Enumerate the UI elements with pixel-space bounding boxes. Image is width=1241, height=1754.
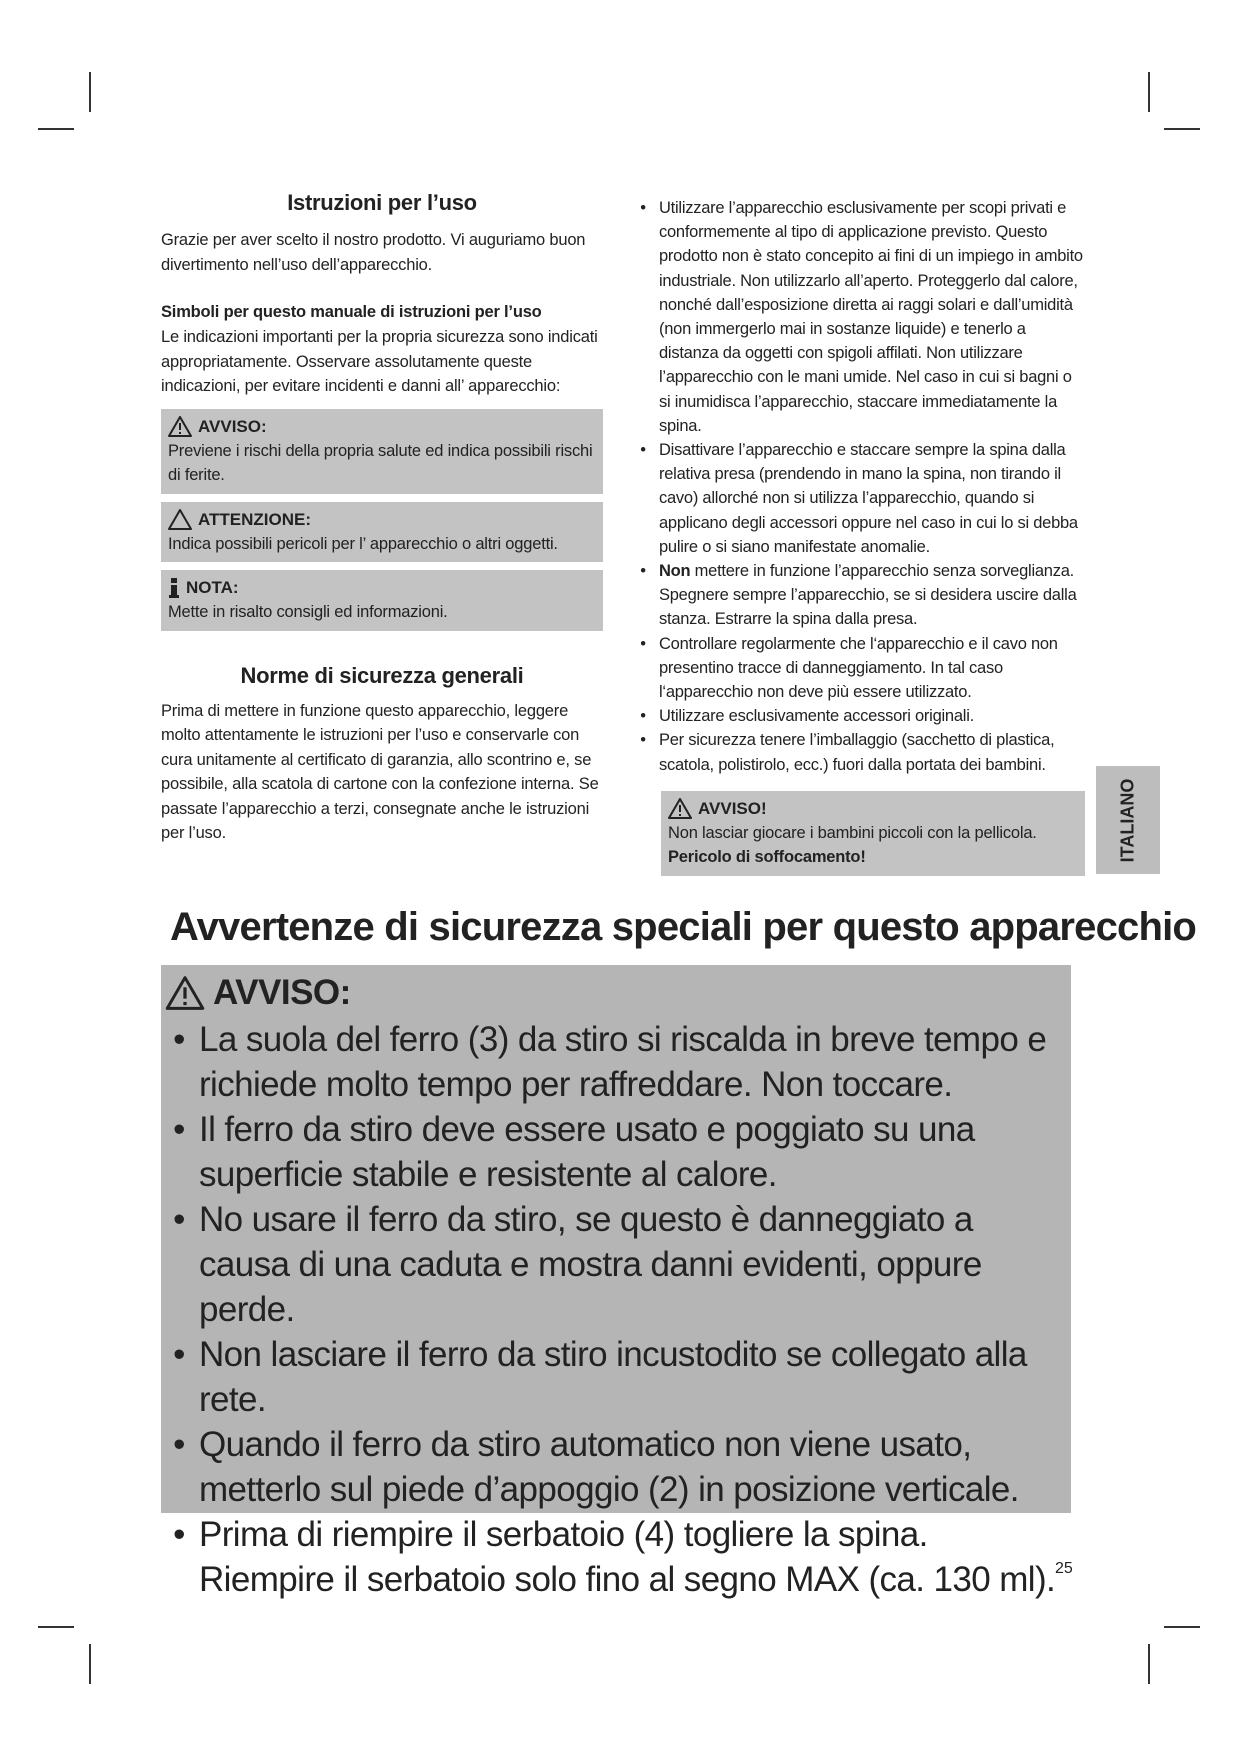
symbols-paragraph: Le indicazioni importanti per la propria sicurezza sono indicati appropriatamente. Osservare assolutamente queste indicazioni, per evitare incidenti e danni all’ apparecchio: — [161, 328, 598, 395]
instructions-title: Istruzioni per l’uso — [287, 190, 477, 215]
note-title: NOTA: — [186, 578, 239, 597]
suffocation-warning-title: AVVISO! — [698, 798, 767, 818]
list-item: • Utilizzare esclusivamente accessori originali. — [640, 707, 974, 726]
suffocation-warning-bold: Pericolo di soffocamento! — [668, 848, 866, 867]
suffocation-warning-box — [661, 791, 1085, 876]
caution-box — [161, 502, 603, 563]
intro-paragraph: Grazie per aver scelto il nostro prodotto. Vi auguriamo buon divertimento nell’uso dell’apparecchio. — [161, 231, 586, 274]
warning-title: AVVISO: — [198, 416, 267, 436]
crop-mark — [1148, 1644, 1150, 1684]
crop-mark — [1148, 72, 1150, 112]
list-item: • Per sicurezza tenere l’imballaggio (sacchetto di plastica, scatola, polistirolo, ecc.) fuori dalla portata dei bambini. — [640, 731, 1055, 774]
note-text: Mette in risalto consigli ed informazioni. — [168, 603, 448, 621]
crop-mark — [89, 72, 91, 112]
left-column — [161, 190, 603, 846]
general-safety-title: Norme di sicurezza generali — [240, 662, 524, 688]
warning-triangle-icon — [165, 976, 205, 1010]
general-safety-paragraph: Prima di mettere in funzione questo apparecchio, leggere molto attentamente le istruzioni per l’uso e conservarle con cura unitamente al certificato di garanzia, allo scontrino e, se possibile, alla scatola di cartone con la confezione interna. Se passate l’apparecchio a terzi, consegnate anche le istruzioni per l’uso. — [161, 701, 599, 842]
page-number: 25 — [1055, 1560, 1073, 1577]
symbols-heading: Simboli per questo manuale di istruzioni per l’uso — [161, 303, 542, 321]
warning-box — [161, 409, 603, 494]
warning-text: Previene i rischi della propria salute ed indica possibili rischi di ferite. — [168, 441, 593, 484]
safety-bullet-list — [633, 196, 1085, 777]
crop-mark — [1164, 1626, 1200, 1628]
special-bullet-list — [161, 1017, 1071, 1602]
right-column — [633, 196, 1085, 876]
list-item: • Prima di riempire il serbatoio (4) togliere la spina. Riempire il serbatoio solo fino al segno MAX (ca. 130 ml). — [173, 1515, 1056, 1599]
list-item: • La suola del ferro (3) da stiro si riscalda in breve tempo e richiede molto tempo per raffreddare. Non toccare. — [173, 1020, 1047, 1104]
caution-triangle-icon — [168, 509, 192, 530]
list-item: • Disattivare l’apparecchio e staccare sempre la spina dalla relativa presa (prendendo in mano la spina, non tirando il cavo) allorché non si utilizza l’apparecchio, quando si applicano degli accessori oppure nel caso in cui lo si debba pulire o si siano manifestate anomalie. — [640, 441, 1078, 556]
caution-text: Indica possibili pericoli per l’ apparecchio o altri oggetti. — [168, 534, 558, 553]
suffocation-warning-text: Non lasciar giocare i bambini piccoli con la pellicola. — [668, 823, 1037, 842]
list-item: • Non lasciare il ferro da stiro incustodito se collegato alla rete. — [173, 1335, 1027, 1419]
list-item: • No usare il ferro da stiro, se questo è danneggiato a causa di una caduta e mostra danni evidenti, oppure perde. — [173, 1200, 982, 1329]
crop-mark — [1164, 128, 1200, 130]
language-tab-label: ITALIANO — [1117, 778, 1138, 862]
list-item: • Quando il ferro da stiro automatico non viene usato, metterlo sul piede d’appoggio (2) in posizione verticale. — [173, 1425, 1019, 1509]
list-item: • Utilizzare l’apparecchio esclusivamente per scopi privati e conformemente al tipo di applicazione previsto. Questo prodotto non è stato concepito ai fini di un impiego in ambito industriale. Non utilizzarlo all’aperto. Proteggerlo dal calore, nonché dall’esposizione diretta ai raggi solari e dall’umidità (non immergerlo mai in sostanze liquide) e tenerlo a distanza da oggetti con spigoli affilati. Non utilizzare l’apparecchio con le mani umide. Nel caso in cui si bagni o si inumidisca l’apparecchio, staccare immediatamente la spina. — [640, 199, 1083, 435]
crop-mark — [89, 1644, 91, 1684]
crop-mark — [38, 1626, 74, 1628]
list-item: • Controllare regolarmente che l‘apparecchio e il cavo non presentino tracce di danneggiamento. In tal caso l‘apparecchio non deve più essere utilizzato. — [640, 634, 1058, 702]
crop-mark — [38, 128, 74, 130]
list-item: • Il ferro da stiro deve essere usato e poggiato su una superficie stabile e resistente al calore. — [173, 1110, 975, 1194]
language-tab — [1096, 766, 1160, 874]
special-warning-title: AVVISO: — [213, 973, 351, 1012]
warning-triangle-icon — [168, 416, 192, 437]
warning-triangle-icon — [668, 798, 692, 819]
special-warnings-title: Avvertenze di sicurezza speciali per questo apparecchio — [170, 905, 1197, 949]
caution-title: ATTENZIONE: — [198, 509, 312, 529]
note-box — [161, 570, 603, 631]
list-item: • Non mettere in funzione l’apparecchio senza sorveglianza. Spegnere sempre l’apparecchio, se si desidera uscire dalla stanza. Estrarre la spina dalla presa. — [640, 562, 1077, 629]
info-icon — [168, 578, 180, 598]
